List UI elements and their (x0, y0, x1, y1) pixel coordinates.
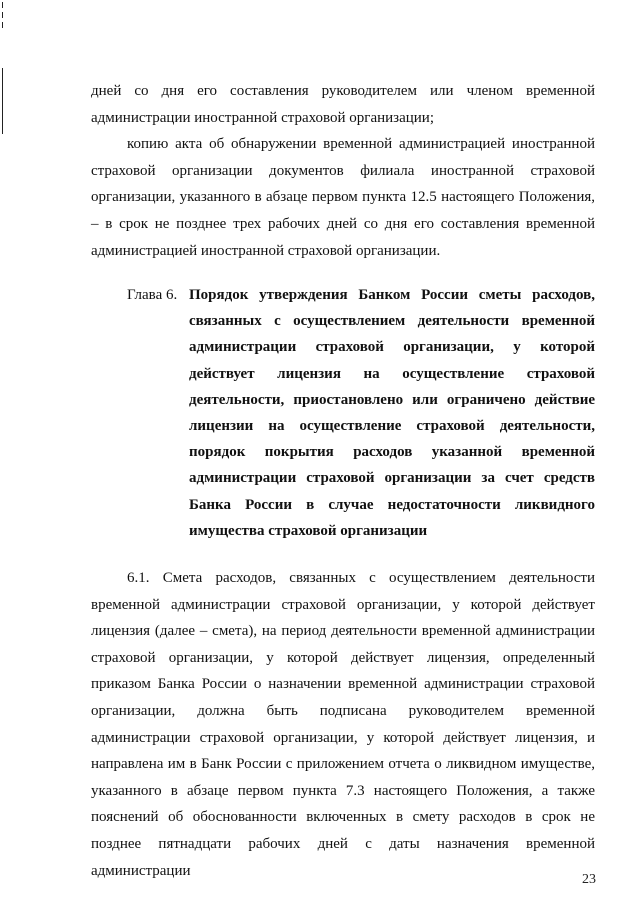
chapter-title: Порядок утверждения Банком России сметы расходов, связанных с осуществлением деятельности временной администрации страховой организации, у которой действует лицензия на осуществление страховой деятельности, приостановлено или ограничено действие лицензии на осуществление страховой деятельности, порядок покрытия расходов указанной временной администрации страховой организации за счет средств Банка России в случае недостаточности ликвидного имущества страховой организации (189, 287, 595, 539)
margin-mark (2, 68, 3, 134)
margin-mark (2, 22, 3, 28)
paragraph-6-1: 6.1. Смета расходов, связанных с осуществлением деятельности временной администрации страховой организации, у которой действует лицензия (далее – смета), на период деятельности временной администрации страховой организации, у которой действует лицензия, определенный приказом Банка России о назначении временной администрации страховой организации, должна быть подписана руководителем временной администрации страховой организации, у которой действует лицензия, и направлена им в Банк России с приложением отчета о ликвидном имуществе, указанного в абзаце первом пункта 7.3 настоящего Положения, а также пояснений об обоснованности включенных в смету расходов в срок не позднее пятнадцати рабочих дней с даты назначения временной администрации (91, 570, 595, 879)
chapter-heading (91, 282, 595, 544)
page-number: 23 (582, 872, 596, 887)
chapter-label: Глава 6. (127, 287, 178, 303)
margin-change-marks (0, 0, 10, 140)
section-6-1 (91, 565, 595, 884)
margin-mark (2, 12, 3, 18)
paragraph-continuation: дней со дня его составления руководителем или членом временной администрации иностранной страховой организации; (91, 83, 595, 126)
paragraph-copy-act: копию акта об обнаружении временной администрацией иностранной страховой организации документов филиала иностранной страховой организации, указанного в абзаце первом пункта 12.5 настоящего Положения, – в срок не позднее трех рабочих дней со дня его составления временной администрацией иностранной страховой организации. (91, 136, 595, 259)
document-body-top (91, 78, 595, 264)
margin-mark (2, 2, 3, 8)
